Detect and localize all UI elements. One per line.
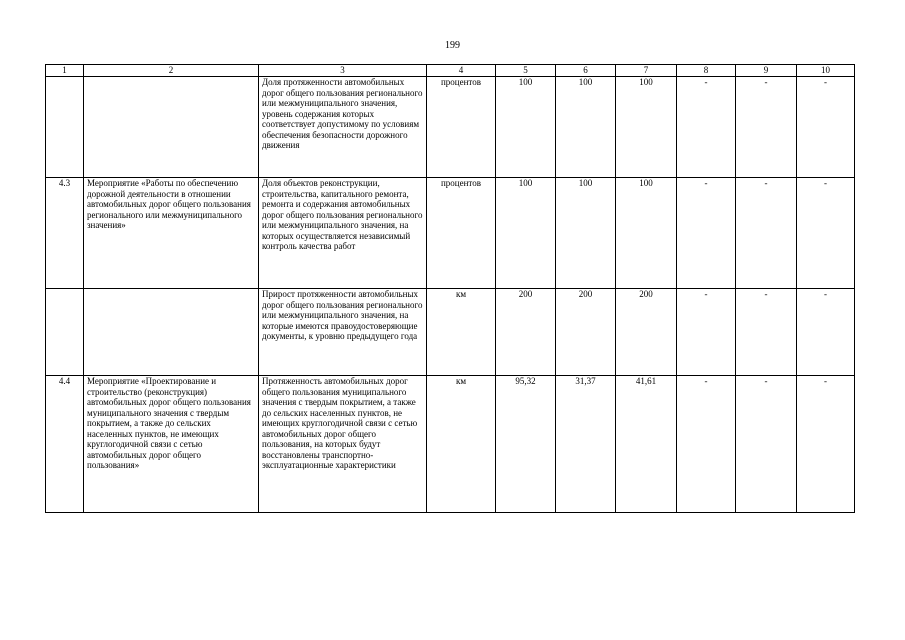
value-cell: 95,32 <box>496 376 556 513</box>
unit-cell: км <box>427 289 496 376</box>
value-cell: - <box>736 178 797 289</box>
col-header: 8 <box>677 65 736 77</box>
value-cell: - <box>797 77 855 178</box>
value-cell: - <box>677 178 736 289</box>
activity-name: Мероприятие «Проектирование и строительство (реконструкция) автомобильных дорог общего пользования муниципального значения с твердым покрытием, а также до сельских населенных пунктов, не имеющих круглогодичной связи с сетью автомобильных дорог общего пользования» <box>84 376 259 513</box>
value-cell: 200 <box>496 289 556 376</box>
value-cell: - <box>797 289 855 376</box>
unit-cell: км <box>427 376 496 513</box>
value-cell: 200 <box>556 289 616 376</box>
table-row <box>46 289 855 376</box>
table-row <box>46 178 855 289</box>
value-cell: - <box>736 289 797 376</box>
activity-name <box>84 289 259 376</box>
value-cell: - <box>677 77 736 178</box>
value-cell: 100 <box>556 178 616 289</box>
table-row <box>46 77 855 178</box>
unit-cell: процентов <box>427 178 496 289</box>
value-cell: 100 <box>616 77 677 178</box>
value-cell: - <box>677 376 736 513</box>
col-header: 2 <box>84 65 259 77</box>
indicator-name: Прирост протяженности автомобильных дорог общего пользования регионального или межмуниципального значения, на которые имеются правоудостоверяющие документы, к уровню предыдущего года <box>259 289 427 376</box>
col-header: 6 <box>556 65 616 77</box>
col-header: 9 <box>736 65 797 77</box>
col-header: 10 <box>797 65 855 77</box>
value-cell: 31,37 <box>556 376 616 513</box>
row-number <box>46 77 84 178</box>
value-cell: 100 <box>616 178 677 289</box>
value-cell: 41,61 <box>616 376 677 513</box>
value-cell: - <box>797 376 855 513</box>
header-row <box>46 65 855 77</box>
row-number: 4.3 <box>46 178 84 289</box>
activity-name: Мероприятие «Работы по обеспечению дорожной деятельности в отношении автомобильных дорог общего пользования регионального или межмуниципального значения» <box>84 178 259 289</box>
table-row <box>46 376 855 513</box>
value-cell: - <box>677 289 736 376</box>
value-cell: - <box>736 376 797 513</box>
col-header: 4 <box>427 65 496 77</box>
value-cell: 100 <box>556 77 616 178</box>
unit-cell: процентов <box>427 77 496 178</box>
row-number: 4.4 <box>46 376 84 513</box>
value-cell: 200 <box>616 289 677 376</box>
indicator-name: Доля протяженности автомобильных дорог общего пользования регионального или межмуниципального значения, уровень содержания которых соответствует допустимому по условиям обеспечения безопасности дорожного движения <box>259 77 427 178</box>
value-cell: 100 <box>496 77 556 178</box>
indicator-name: Доля объектов реконструкции, строительства, капитального ремонта, ремонта и содержания автомобильных дорог общего пользования регионального или межмуниципального значения, на которых осуществляется независимый контроль качества работ <box>259 178 427 289</box>
activity-name <box>84 77 259 178</box>
value-cell: - <box>736 77 797 178</box>
col-header: 7 <box>616 65 677 77</box>
col-header: 3 <box>259 65 427 77</box>
col-header: 1 <box>46 65 84 77</box>
indicators-table <box>45 64 855 513</box>
page-number: 199 <box>445 40 460 51</box>
indicator-name: Протяженность автомобильных дорог общего пользования муниципального значения с твердым покрытием, а также до сельских населенных пунктов, не имеющих круглогодичной связи с сетью автомобильных дорог общего пользования, на которых будут восстановлены транспортно-эксплуатационные характеристики <box>259 376 427 513</box>
row-number <box>46 289 84 376</box>
col-header: 5 <box>496 65 556 77</box>
value-cell: 100 <box>496 178 556 289</box>
value-cell: - <box>797 178 855 289</box>
